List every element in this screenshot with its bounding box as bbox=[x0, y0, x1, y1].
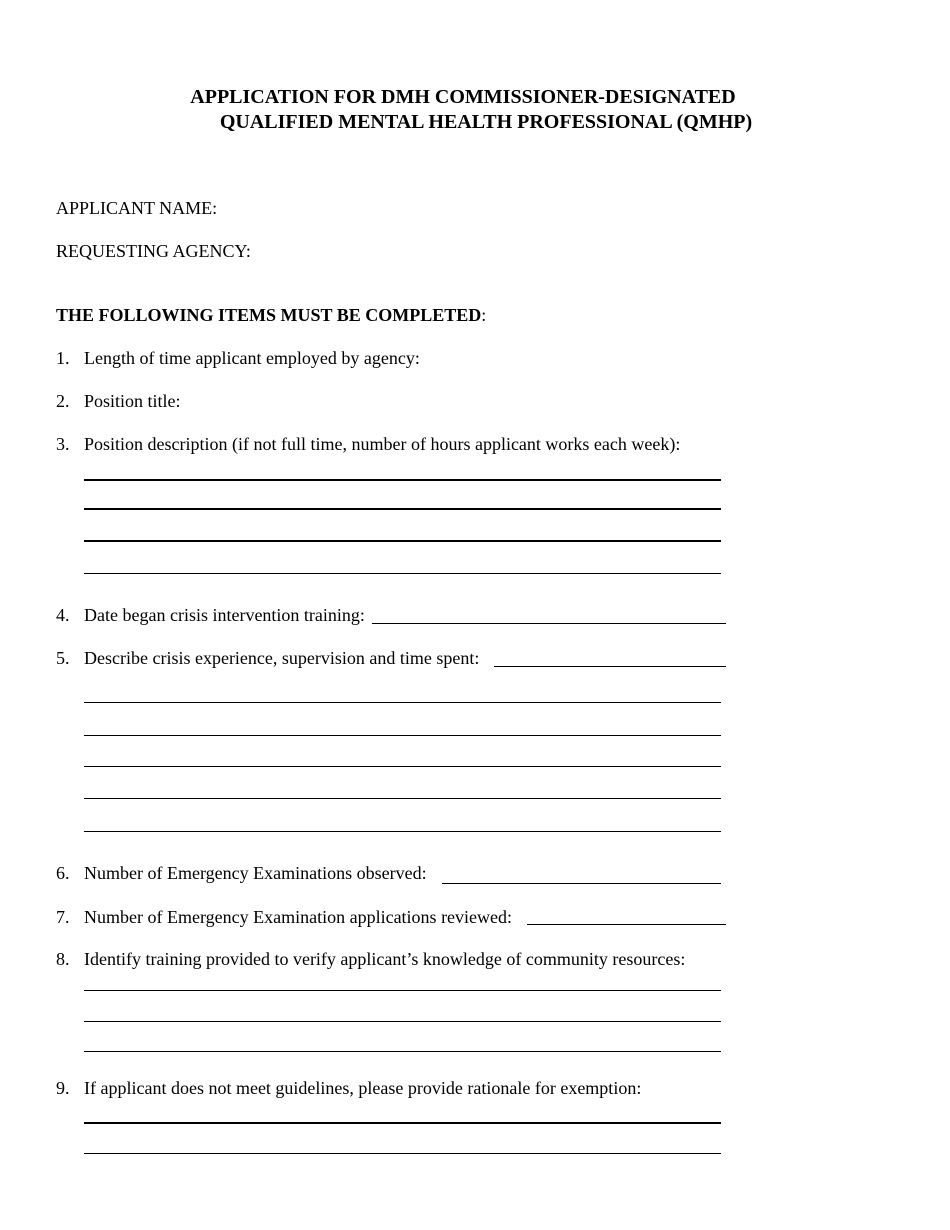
item-5-answer-line[interactable] bbox=[84, 798, 721, 799]
section-heading-colon: : bbox=[481, 305, 487, 325]
item-6-answer-line[interactable] bbox=[442, 883, 721, 884]
requesting-agency-label: REQUESTING AGENCY: bbox=[56, 241, 251, 261]
item-2-text: Position title: bbox=[84, 391, 181, 411]
item-4-number: 4. bbox=[56, 605, 70, 625]
item-5-number: 5. bbox=[56, 648, 70, 668]
item-8-number: 8. bbox=[56, 949, 70, 969]
item-3-number: 3. bbox=[56, 434, 70, 454]
item-4-answer-line[interactable] bbox=[372, 623, 726, 624]
item-5-answer-line[interactable] bbox=[84, 702, 721, 703]
item-8-text: Identify training provided to verify applicant’s knowledge of community resources: bbox=[84, 949, 686, 969]
item-3-answer-line[interactable] bbox=[84, 479, 721, 481]
item-5-answer-line[interactable] bbox=[494, 666, 726, 667]
item-6-number: 6. bbox=[56, 863, 70, 883]
item-8-answer-line[interactable] bbox=[84, 1051, 721, 1052]
item-5-answer-line[interactable] bbox=[84, 831, 721, 832]
section-heading-text: THE FOLLOWING ITEMS MUST BE COMPLETED bbox=[56, 305, 482, 325]
form-title-line-2: QUALIFIED MENTAL HEALTH PROFESSIONAL (QMHP) bbox=[219, 111, 753, 133]
item-1-number: 1. bbox=[56, 348, 70, 368]
item-3-text: Position description (if not full time, number of hours applicant works each week): bbox=[84, 434, 681, 454]
item-3-answer-line[interactable] bbox=[84, 508, 721, 510]
item-7-text: Number of Emergency Examination applications reviewed: bbox=[84, 907, 513, 927]
item-6-text: Number of Emergency Examinations observed: bbox=[84, 863, 427, 883]
item-8-answer-line[interactable] bbox=[84, 990, 721, 991]
item-5-answer-line[interactable] bbox=[84, 735, 721, 736]
item-2-number: 2. bbox=[56, 391, 70, 411]
item-8-answer-line[interactable] bbox=[84, 1021, 721, 1022]
item-9-answer-line[interactable] bbox=[84, 1153, 721, 1154]
item-3-answer-line[interactable] bbox=[84, 573, 721, 574]
item-9-text: If applicant does not meet guidelines, please provide rationale for exemption: bbox=[84, 1078, 642, 1098]
applicant-name-label: APPLICANT NAME: bbox=[56, 198, 218, 218]
item-9-answer-line[interactable] bbox=[84, 1122, 721, 1124]
item-5-text: Describe crisis experience, supervision and time spent: bbox=[84, 648, 480, 668]
item-5-answer-line[interactable] bbox=[84, 766, 721, 767]
form-title-line-1: APPLICATION FOR DMH COMMISSIONER-DESIGNATED bbox=[190, 86, 736, 108]
item-3-answer-line[interactable] bbox=[84, 540, 721, 542]
item-7-number: 7. bbox=[56, 907, 70, 927]
item-1-text: Length of time applicant employed by agency: bbox=[84, 348, 420, 368]
item-4-text: Date began crisis intervention training: bbox=[84, 605, 365, 625]
section-heading bbox=[56, 304, 486, 326]
item-7-answer-line[interactable] bbox=[527, 924, 726, 925]
item-9-number: 9. bbox=[56, 1078, 70, 1098]
